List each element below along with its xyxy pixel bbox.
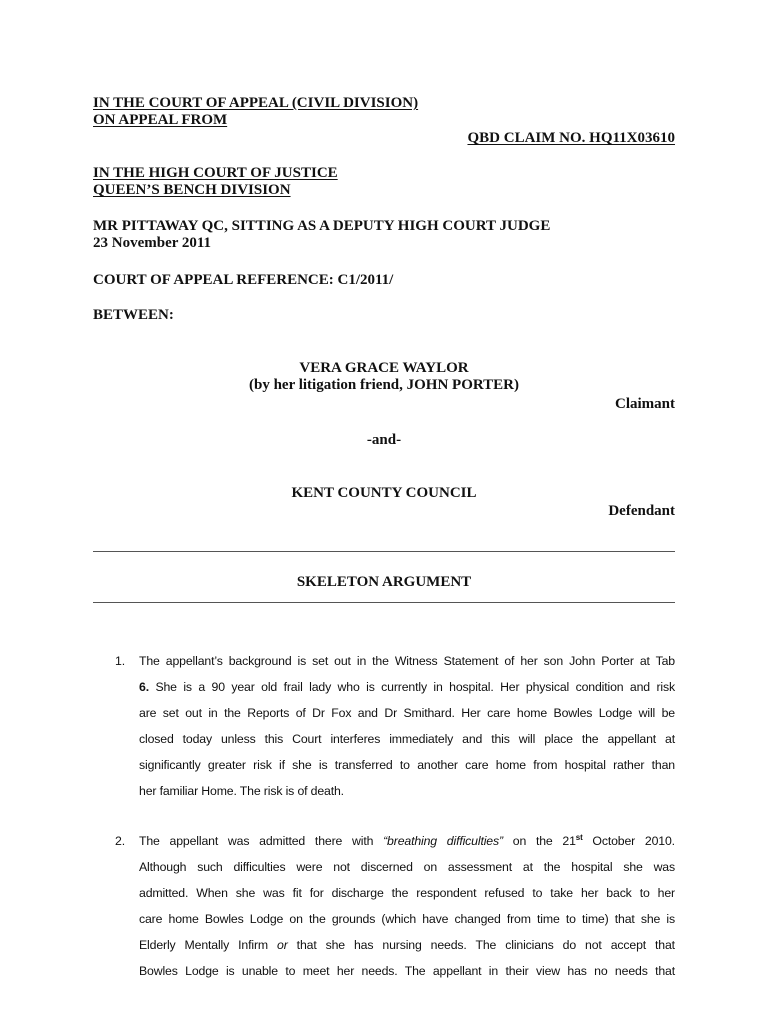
litigation-friend: (by her litigation friend, JOHN PORTER) xyxy=(248,377,520,393)
paragraph-line: significantly greater risk if she is transferred to another care home from hospital rather than xyxy=(139,758,675,772)
tab-reference: 6. xyxy=(139,680,149,694)
paragraph-number: 1. xyxy=(115,654,125,668)
paragraph-line: her familiar Home. The risk is of death. xyxy=(139,784,344,798)
claim-number: QBD CLAIM NO. HQ11X03610 xyxy=(467,130,675,146)
court-heading xyxy=(93,95,675,129)
paragraph-line: closed today unless this Court interferes immediately and this will place the appellant at xyxy=(139,732,675,746)
judgment-date: 23 November 2011 xyxy=(93,235,212,251)
paragraph-line: admitted. When she was fit for discharge the respondent refused to take her back to her xyxy=(139,886,675,900)
paragraph-body xyxy=(139,828,675,984)
divider-top xyxy=(93,551,675,552)
paragraph-line: The appellant was admitted there with “breathing difficulties” on the 21st October 2010. xyxy=(139,832,675,848)
lower-court-name: IN THE HIGH COURT OF JUSTICE xyxy=(93,165,338,181)
between-label: BETWEEN: xyxy=(93,307,174,323)
emphasis-or: or xyxy=(277,938,288,952)
paragraph-body xyxy=(139,648,675,804)
paragraph-line: Although such difficulties were not discerned on assessment at the hospital she was xyxy=(139,860,675,874)
lower-court-division: QUEEN’S BENCH DIVISION xyxy=(93,182,291,198)
claimant-role: Claimant xyxy=(615,396,675,412)
claimant-block xyxy=(93,360,675,394)
lower-court-heading xyxy=(93,165,675,199)
appeal-reference: COURT OF APPEAL REFERENCE: C1/2011/ xyxy=(93,272,394,288)
document-title: SKELETON ARGUMENT xyxy=(296,574,472,590)
defendant-role: Defendant xyxy=(608,503,675,519)
court-name: IN THE COURT OF APPEAL (CIVIL DIVISION) xyxy=(93,95,419,111)
paragraph-line: Bowles Lodge is unable to meet her needs. The appellant in their view has no needs that xyxy=(139,964,675,978)
paragraph-line: care home Bowles Lodge on the grounds (which have changed from time to time) that she is xyxy=(139,912,675,926)
paragraph-number: 2. xyxy=(115,834,125,848)
paragraph-1 xyxy=(115,648,675,804)
paragraph-line: The appellant’s background is set out in the Witness Statement of her son John Porter at Tab xyxy=(139,654,675,668)
paragraph-line: 6. She is a 90 year old frail lady who is currently in hospital. Her physical condition and risk xyxy=(139,680,675,694)
judge-block xyxy=(93,218,675,252)
divider-bottom xyxy=(93,602,675,603)
paragraph-2 xyxy=(115,828,675,984)
paragraph-line: are set out in the Reports of Dr Fox and Dr Smithard. Her care home Bowles Lodge will be xyxy=(139,706,675,720)
on-appeal-from: ON APPEAL FROM xyxy=(93,112,228,128)
defendant-name: KENT COUNTY COUNCIL xyxy=(291,485,477,501)
claimant-name: VERA GRACE WAYLOR xyxy=(299,360,469,376)
paragraph-line: Elderly Mentally Infirm or that she has nursing needs. The clinicians do not accept that xyxy=(139,938,675,952)
quoted-phrase: “breathing difficulties” xyxy=(383,834,503,848)
and-separator: -and- xyxy=(366,432,402,448)
judge-name: MR PITTAWAY QC, SITTING AS A DEPUTY HIGH COURT JUDGE xyxy=(93,218,551,234)
